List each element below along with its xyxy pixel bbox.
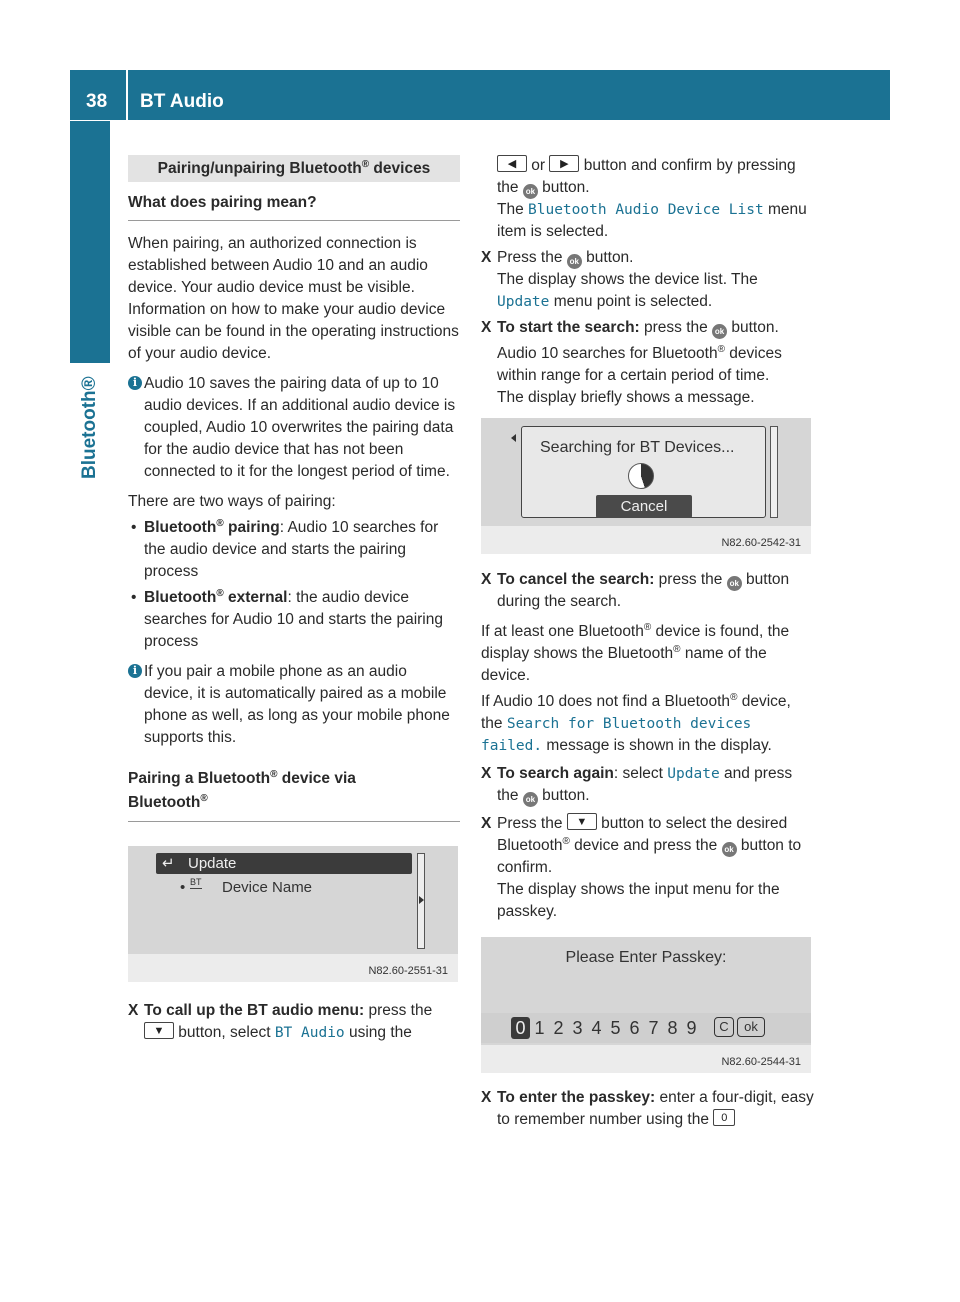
ok-button-icon: ok [567, 254, 582, 269]
column-right-middle [481, 569, 814, 923]
info-note-mobile-phone: i If you pair a mobile phone as an audio device, it is automatically paired as a mobile phone as well, as long as your mobile phone supports this. [128, 661, 460, 749]
bullet-icon: • [131, 519, 137, 536]
step-call-menu: X To call up the BT audio menu: press the ▼ button, select BT Audio using the [128, 1002, 433, 1041]
page-number: 38 [86, 91, 108, 112]
update-row-label: Update [188, 855, 237, 872]
right-key-icon: ▶ [549, 155, 579, 172]
ok-button-icon: ok [523, 792, 538, 807]
hourglass-icon [628, 463, 654, 489]
left-arrow-icon [511, 434, 516, 442]
arrow-icon: X [481, 571, 492, 588]
page-title: BT Audio [140, 91, 224, 112]
column-right [481, 155, 814, 409]
figure-searching [481, 418, 811, 554]
arrow-icon: X [481, 1089, 492, 1106]
passkey-title: Please Enter Passkey: [565, 949, 727, 966]
ok-button-icon: ok [523, 184, 538, 199]
digit-row [511, 1017, 701, 1039]
down-key-icon: ▼ [567, 813, 597, 830]
header-divider [126, 70, 128, 120]
step-start-search: X To start the search: press the ok button. Audio 10 searches for Bluetooth® devices within range for a certain period of time. The display briefly shows a message. [481, 319, 782, 406]
digit-key[interactable]: 5 [610, 1018, 621, 1038]
bullet-icon: • [180, 879, 186, 896]
arrow-icon: X [481, 765, 492, 782]
arrow-icon: X [128, 1002, 139, 1019]
digit-bar [481, 1013, 811, 1043]
ok-button-icon: ok [712, 324, 727, 339]
digit-key[interactable]: 7 [648, 1018, 659, 1038]
digit-key-icon: 0 [713, 1109, 735, 1126]
digit-key[interactable]: 6 [629, 1018, 640, 1038]
ok-key[interactable]: ok [737, 1017, 765, 1037]
section-heading: Pairing/unpairing Bluetooth® devices [128, 155, 460, 182]
device-name-label: Device Name [222, 879, 313, 896]
digit-key[interactable]: 8 [667, 1018, 678, 1038]
arrow-icon: X [481, 249, 492, 266]
step-press-ok: X Press the ok button. The display shows the device list. The Update menu point is selected. [481, 249, 758, 310]
side-label-text: Bluetooth® [79, 376, 100, 479]
digit-key[interactable]: 2 [553, 1018, 564, 1038]
info-icon: i [128, 664, 142, 678]
down-key-icon: ▼ [144, 1022, 174, 1039]
digit-key[interactable]: 9 [686, 1018, 697, 1038]
figure-caption: N82.60-2544-31 [481, 1045, 811, 1073]
subheading-pairing-via: Pairing a Bluetooth® device via Bluetooth® [128, 767, 460, 822]
arrow-icon: X [481, 815, 492, 832]
column-left [128, 155, 460, 822]
step-enter-passkey: X To enter the passkey: enter a four-digit, easy to remember number using the 0 [481, 1089, 814, 1128]
clear-key[interactable]: C [714, 1017, 734, 1037]
search-dialog-title: Searching for BT Devices... [540, 439, 735, 456]
info-note-pairing-data: i Audio 10 saves the pairing data of up to 10 audio devices. If an additional audio device is coupled, Audio 10 overwrites the pairing data for the audio device that has not been connected to it for the longest period of time. [128, 373, 460, 483]
info-icon: i [128, 376, 142, 390]
side-label [70, 363, 110, 503]
bt-icon: BT [190, 877, 202, 887]
list-item-bt-pairing: • Bluetooth® pairing: Audio 10 searches for the audio device and starts the pairing process [131, 517, 439, 580]
figure-passkey [481, 937, 811, 1073]
digit-key[interactable]: 3 [572, 1018, 583, 1038]
digit-key[interactable]: 1 [534, 1018, 545, 1038]
ok-button-icon: ok [727, 576, 742, 591]
figure-device-list [128, 846, 458, 982]
step-select-device: X Press the ▼ button to select the desired Bluetooth® device and press the ok button to confirm. The display shows the input menu for the passkey. [481, 815, 802, 920]
paragraph-device-not-found: If Audio 10 does not find a Bluetooth® device, the Search for Bluetooth devices failed. message is shown in the display. [481, 691, 791, 754]
return-icon: ↵ [162, 855, 175, 872]
column-right-bottom [481, 1087, 814, 1131]
digit-key[interactable]: 4 [591, 1018, 602, 1038]
step-search-again: X To search again: select Update and press the ok button. [481, 763, 814, 807]
figure-caption: N82.60-2542-31 [481, 526, 811, 554]
arrow-icon: X [481, 319, 492, 336]
scrollbar [770, 426, 778, 518]
side-tab [70, 121, 110, 363]
search-dialog [521, 426, 766, 518]
subheading-what-pairing: What does pairing mean? [128, 192, 460, 221]
paragraph-device-found: If at least one Bluetooth® device is found, the display shows the Bluetooth® name of the device. [481, 621, 790, 684]
paragraph-pairing-body: When pairing, an authorized connection is established between Audio 10 and an audio device. Your audio device must be visible. Information on how to make your audio device visible can be found in the operating instructions of your audio device. [128, 235, 459, 362]
paragraph-ways-intro: There are two ways of pairing: [128, 493, 336, 510]
list-item-bt-external: • Bluetooth® external: the audio device searches for Audio 10 and starts the pairing process [131, 587, 443, 650]
page-header [70, 70, 890, 120]
column-left-bottom [128, 996, 460, 1044]
left-key-icon: ◀ [497, 155, 527, 172]
paragraph-confirm-menu: ◀ or ▶ button and confirm by pressing the ok button. The Bluetooth Audio Device List menu item is selected. [497, 157, 807, 240]
scroll-arrow-icon [419, 896, 424, 904]
cancel-button[interactable]: Cancel [596, 495, 692, 518]
step-cancel-search: X To cancel the search: press the ok button during the search. [481, 571, 790, 610]
ok-button-icon: ok [722, 842, 737, 857]
update-row [156, 853, 412, 874]
bullet-icon: • [131, 589, 137, 606]
figure-caption: N82.60-2551-31 [128, 954, 458, 982]
digit-key[interactable]: 0 [511, 1017, 530, 1039]
